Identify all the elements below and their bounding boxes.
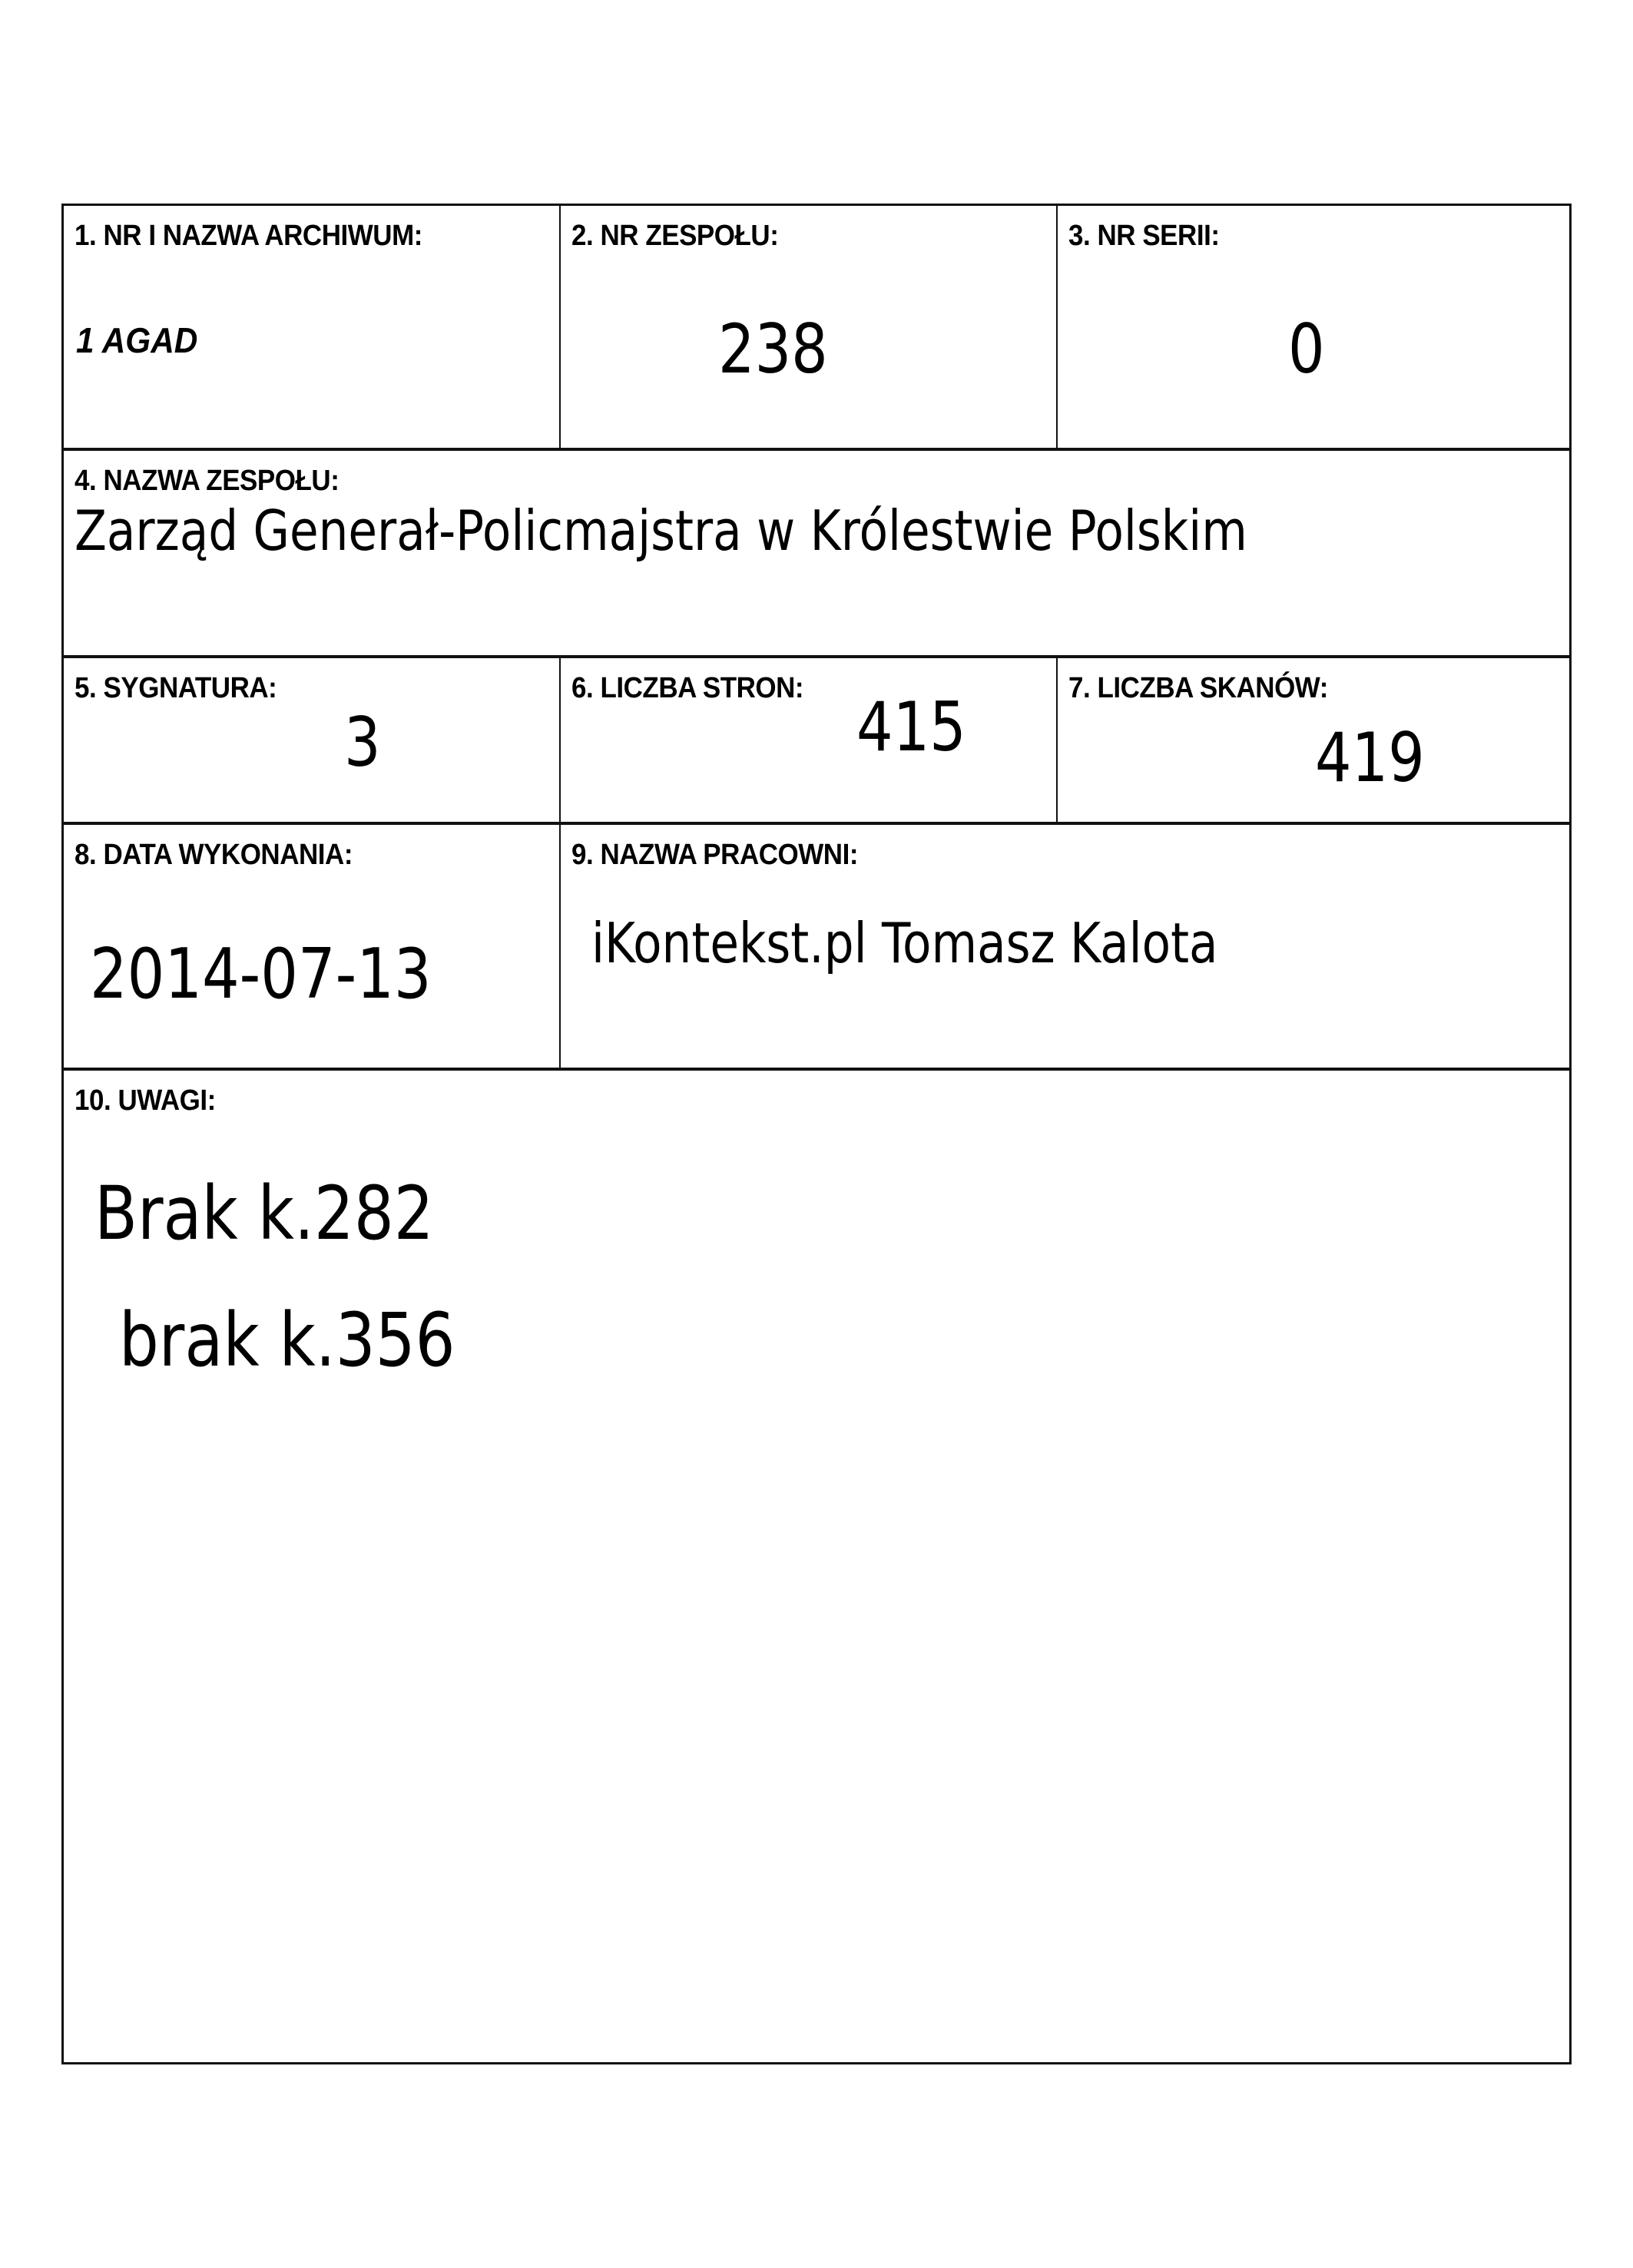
page-count-value: 415 bbox=[856, 687, 966, 766]
field-label: 9. NAZWA PRACOWNI: bbox=[571, 839, 859, 871]
fonds-number-value: 238 bbox=[718, 310, 828, 389]
series-number-value: 0 bbox=[1288, 310, 1325, 389]
field-scan-count bbox=[1058, 658, 1572, 822]
metadata-form bbox=[61, 204, 1572, 2064]
completion-date-value: 2014-07-13 bbox=[90, 934, 432, 1015]
field-page-count bbox=[561, 658, 1056, 822]
field-label: 3. NR SERII: bbox=[1068, 220, 1220, 252]
field-remarks bbox=[64, 1071, 1572, 2064]
signature-value: 3 bbox=[344, 703, 381, 782]
field-completion-date bbox=[64, 825, 559, 1068]
field-label: 8. DATA WYKONANIA: bbox=[75, 839, 353, 871]
field-series-number bbox=[1058, 206, 1572, 448]
fonds-name-value: Zarząd Generał-Policmajstra w Królestwie Polskim bbox=[75, 498, 1247, 563]
remark-line: Brak k.282 bbox=[94, 1170, 434, 1257]
field-label: 5. SYGNATURA: bbox=[75, 672, 277, 704]
field-label: 6. LICZBA STRON: bbox=[571, 672, 804, 704]
field-workshop-name bbox=[561, 825, 1572, 1068]
field-archive bbox=[64, 206, 559, 448]
field-label: 4. NAZWA ZESPOŁU: bbox=[75, 465, 340, 497]
field-label: 2. NR ZESPOŁU: bbox=[571, 220, 779, 252]
field-label: 1. NR I NAZWA ARCHIWUM: bbox=[75, 220, 422, 252]
workshop-name-value: iKontekst.pl Tomasz Kalota bbox=[591, 911, 1218, 975]
archive-value: 1 AGAD bbox=[76, 320, 198, 360]
remark-line: brak k.356 bbox=[119, 1297, 455, 1383]
field-label: 10. UWAGI: bbox=[75, 1084, 216, 1117]
field-fonds-number bbox=[561, 206, 1056, 448]
field-label: 7. LICZBA SKANÓW: bbox=[1068, 672, 1328, 704]
field-fonds-name bbox=[64, 451, 1572, 655]
scan-count-value: 419 bbox=[1315, 718, 1425, 797]
field-signature bbox=[64, 658, 559, 822]
